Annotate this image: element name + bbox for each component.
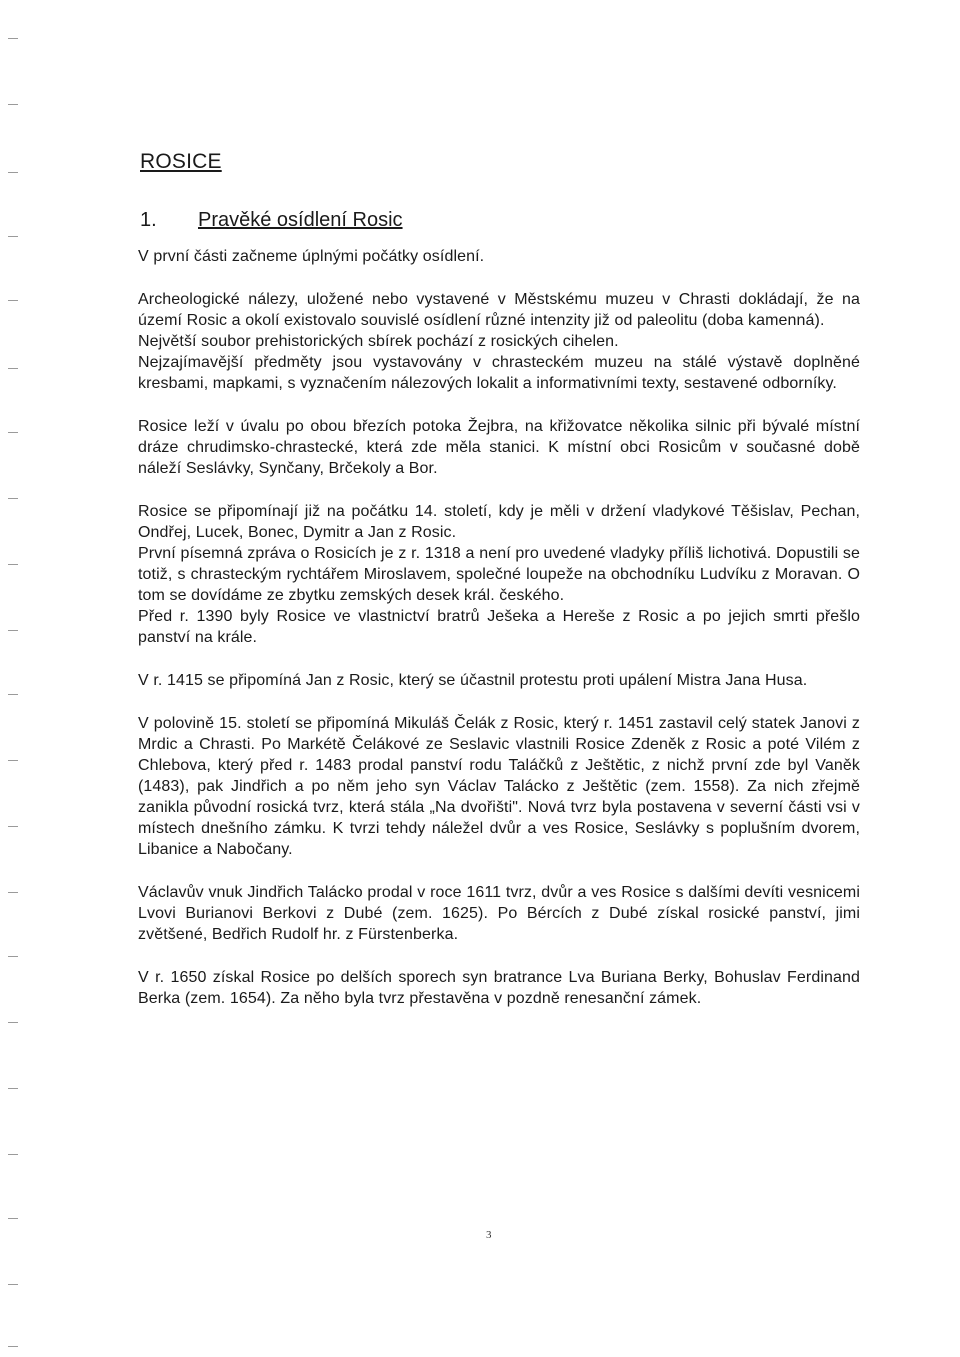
scan-mark (8, 760, 18, 761)
paragraph-first-record: První písemná zpráva o Rosicích je z r. 1318 a není pro uvedené vladyky příliš lichotivá. Dopustili se totiž, s chrasteckým rychtářem Miroslavem, společné loupeže na obchodníku Ludvíku z Moravan. O tom se dovídáme ze zbytku zemských desek král. českého. (138, 545, 860, 604)
scan-mark (8, 236, 18, 237)
scan-mark (8, 564, 18, 565)
paragraph-15th-century: V polovině 15. století se připomíná Mikuláš Čelák z Rosic, který r. 1451 zastavil celý statek Janovi z Mrdic a Chrasti. Po Markétě Čelákové ze Seslavic vlastnili Rosice Zdeněk z Rosic a poté Vilém z Chlebova, který před r. 1483 prodal panství rodu Taláčků z Ještětic, z nichž první zde byl Vaněk (1483), pak Jindřich a po něm jeho syn Václav Talácko z Ještětic (zem. 1558). Za nich zřejmě zanikla původní rosická tvrz, která stála „Na dvořišti". Nová tvrz byla postavena v severní části vsi v místech dnešního zámku. K tvrzi tehdy náležel dvůr a ves Rosice, Seslávky s poplušním dvorem, Libanice a Nabočany. (138, 715, 860, 858)
scan-mark (8, 1218, 18, 1219)
scan-mark (8, 956, 18, 957)
section-heading (140, 208, 860, 232)
document-title: ROSICE (140, 150, 222, 173)
paragraph-archeology: Archeologické nálezy, uložené nebo vystavené v Městskému muzeu v Chrasti dokládají, že na území Rosic a okolí existovalo souvislé osídlení různé intenzity již od paleolitu (doba kamenná). (138, 291, 860, 329)
section-title: Pravěké osídlení Rosic (198, 209, 403, 231)
paragraph-intro: V první části začneme úplnými počátky osídlení. (138, 248, 485, 265)
scan-mark (8, 892, 18, 893)
paragraph-collections: Největší soubor prehistorických sbírek pochází z rosických cihelen. (138, 333, 619, 350)
scan-mark (8, 368, 18, 369)
scan-mark (8, 1088, 18, 1089)
scan-mark (8, 498, 18, 499)
document-body (138, 140, 860, 1009)
scan-mark (8, 1284, 18, 1285)
scan-mark (8, 694, 18, 695)
paragraph-14th-century: Rosice se připomínají již na počátku 14. století, kdy je měli v držení vladykové Těšislav, Pechan, Ondřej, Lucek, Bonec, Dymitr a Jan z Rosic. (138, 503, 860, 541)
paragraph-1611: Václavův vnuk Jindřich Talácko prodal v roce 1611 tvrz, dvůr a ves Rosice s dalšími devíti vesnicemi Lvovi Burianovi Berkovi z Dubé (zem. 1625). Po Bércích z Dubé získal rosické panství, jimi zvětšené, Bedřich Rudolf hr. z Fürstenberka. (138, 884, 860, 943)
scan-mark (8, 38, 18, 39)
scan-mark (8, 1022, 18, 1023)
scan-mark (8, 432, 18, 433)
paragraph-location: Rosice leží v úvalu po obou březích potoka Žejbra, na křižovatce několika silnic při bývalé místní dráze chrudimsko-chrastecké, která zde měla stanici. K místní obci Rosicům v současné době náleží Seslávky, Synčany, Brčekoly a Bor. (138, 418, 860, 477)
paragraph-1650: V r. 1650 získal Rosice po delších sporech syn bratrance Lva Buriana Berky, Bohuslav Ferdinand Berka (zem. 1654). Za něho byla tvrz přestavěna v pozdně renesanční zámek. (138, 969, 860, 1007)
scan-mark (8, 1154, 18, 1155)
paragraph-exhibition: Nejzajímavější předměty jsou vystavovány v chrasteckém muzeu na stálé výstavě doplněné kresbami, mapkami, s vyznačením nálezových lokalit a informativními texty, sestavené odborníky. (138, 354, 860, 392)
section-number: 1. (140, 209, 157, 231)
paragraph-1415: V r. 1415 se připomíná Jan z Rosic, který se účastnil protestu proti upálení Mistra Jana Husa. (138, 672, 808, 689)
page-number: 3 (486, 1229, 492, 1241)
scan-mark (8, 1346, 18, 1347)
scan-mark (8, 172, 18, 173)
scan-mark (8, 826, 18, 827)
scan-mark (8, 300, 18, 301)
scan-mark (8, 630, 18, 631)
scan-margin-marks (0, 0, 40, 1357)
scan-mark (8, 104, 18, 105)
paragraph-1390: Před r. 1390 byly Rosice ve vlastnictví bratrů Ješeka a Hereše z Rosic a po jejich smrti přešlo panství na krále. (138, 608, 860, 646)
